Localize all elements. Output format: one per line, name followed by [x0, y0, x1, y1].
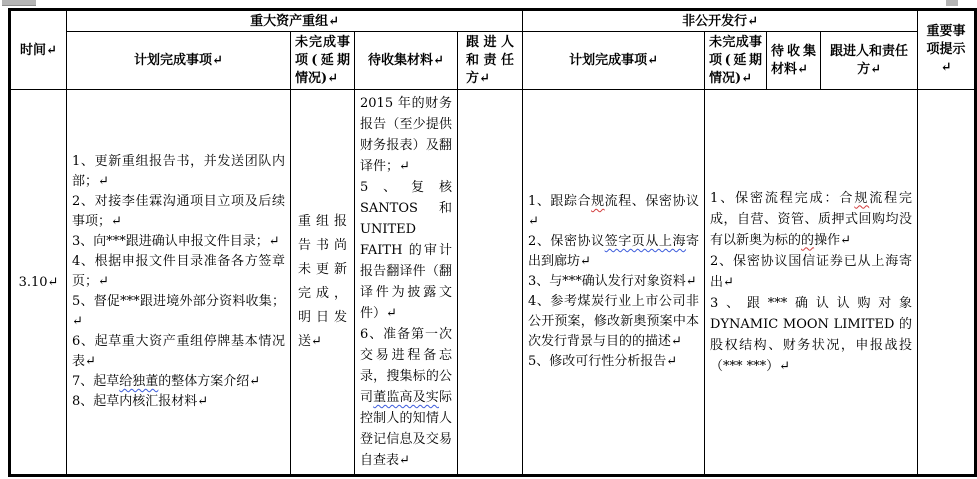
- header-private-placement[interactable]: 非公开发行↵: [523, 10, 918, 32]
- header-np-pending[interactable]: 未完成事项(延期情况)↵: [705, 32, 767, 90]
- paragraph: 5、修改可行性分析报告↵: [528, 354, 678, 369]
- paragraph: 2、保密协议签字页从上海寄出到廊坊↵: [528, 234, 700, 269]
- cell-mr-pending-items[interactable]: [291, 90, 355, 476]
- paragraph: 7、起草给独董的整体方案介绍↵: [72, 374, 261, 389]
- header-row-groups: [10, 10, 976, 32]
- header-np-materials[interactable]: 待收集材料↵: [767, 32, 821, 90]
- red-squiggle-text: 的: [801, 232, 815, 248]
- blue-squiggle-text: 给独董: [119, 374, 159, 389]
- cell-np-planned-items[interactable]: [523, 90, 705, 476]
- blue-squiggle-text: 董监高及实: [373, 390, 439, 405]
- header-row-subcolumns: [10, 32, 976, 90]
- header-mr-pending[interactable]: 未完成事项(延期情况)↵: [291, 32, 355, 90]
- cell-important-notice-empty[interactable]: [918, 90, 976, 476]
- header-important-notice[interactable]: 重要事项提示↵: [918, 10, 976, 90]
- paragraph: 3、与***确认发行对象资料↵: [528, 274, 697, 289]
- cell-np-pending-merged[interactable]: [705, 90, 918, 476]
- cell-mr-owner-empty[interactable]: [458, 90, 523, 476]
- paragraph: 6、起草重大资产重组停牌基本情况表↵: [72, 334, 285, 369]
- red-squiggle-text: 规: [854, 190, 870, 206]
- header-mr-materials[interactable]: 待收集材料↵: [355, 32, 458, 90]
- paragraph: 3、向***跟进确认申报文件目录；↵: [72, 234, 280, 249]
- paragraph: 4、根据申报文件目录准备各方签章页；↵: [72, 254, 285, 289]
- paragraph: 2015 年的财务报告（至少提供财务报表）及翻译件；↵: [360, 96, 452, 174]
- cell-mr-planned-items[interactable]: [67, 90, 291, 476]
- paragraph: 1、保密流程完成：合规流程完成，自营、资管、质押式回购均没有以新奥为标的的操作↵: [710, 190, 913, 248]
- paragraph: 重组报告书尚未更新完成，明日发送↵: [298, 214, 347, 349]
- table-handle-artifact-right: [946, 0, 958, 6]
- paragraph: 2、保密协议国信证券已从上海寄出↵: [710, 253, 913, 290]
- paragraph: 8、起草内核汇报材料↵: [72, 394, 209, 409]
- paragraph: 6、准备第一次交易进程备忘录，搜集标的公司董监高及实际控制人的知情人登记信息及交易自查表↵: [360, 327, 452, 468]
- cell-mr-materials[interactable]: [355, 90, 458, 476]
- paragraph: 1、跟踪合规流程、保密协议↵: [528, 194, 700, 229]
- red-squiggle-text: 规: [591, 194, 605, 209]
- cell-time[interactable]: 3.10↵: [10, 90, 67, 476]
- blue-squiggle-text: 签字页从上海: [604, 234, 687, 249]
- paragraph: 4、参考煤炭行业上市公司非公开预案，修改新奥预案中本次发行背景与目的的描述↵: [528, 294, 700, 349]
- header-np-owner[interactable]: 跟进人和责任方↵: [821, 32, 918, 90]
- header-mr-owner[interactable]: 跟进人和责任方↵: [458, 32, 523, 90]
- header-np-planned[interactable]: 计划完成事项↵: [523, 32, 705, 90]
- project-progress-table: [8, 8, 977, 477]
- paragraph: 5、复核 SANTOS 和 UNITED FAITH 的审计报告翻译件（翻译件为披露文件）↵: [360, 180, 452, 321]
- paragraph: 3、跟***确认认购对象 DYNAMIC MOON LIMITED 的股权结构、财务状况，申报战投（*** ***）↵: [710, 295, 913, 374]
- header-mr-planned[interactable]: 计划完成事项↵: [67, 32, 291, 90]
- paragraph: 1、更新重组报告书，并发送团队内部；↵: [72, 154, 285, 189]
- paragraph: 2、对接李佳霖沟通项目立项及后续事项；↵: [72, 194, 285, 229]
- header-major-restructuring[interactable]: 重大资产重组↵: [67, 10, 523, 32]
- data-row-3-10: [10, 90, 976, 476]
- header-time[interactable]: 时间↵: [10, 10, 67, 90]
- table-handle-artifact: [2, 0, 36, 6]
- paragraph: 5、督促***跟进境外部分资料收集；↵: [72, 294, 285, 329]
